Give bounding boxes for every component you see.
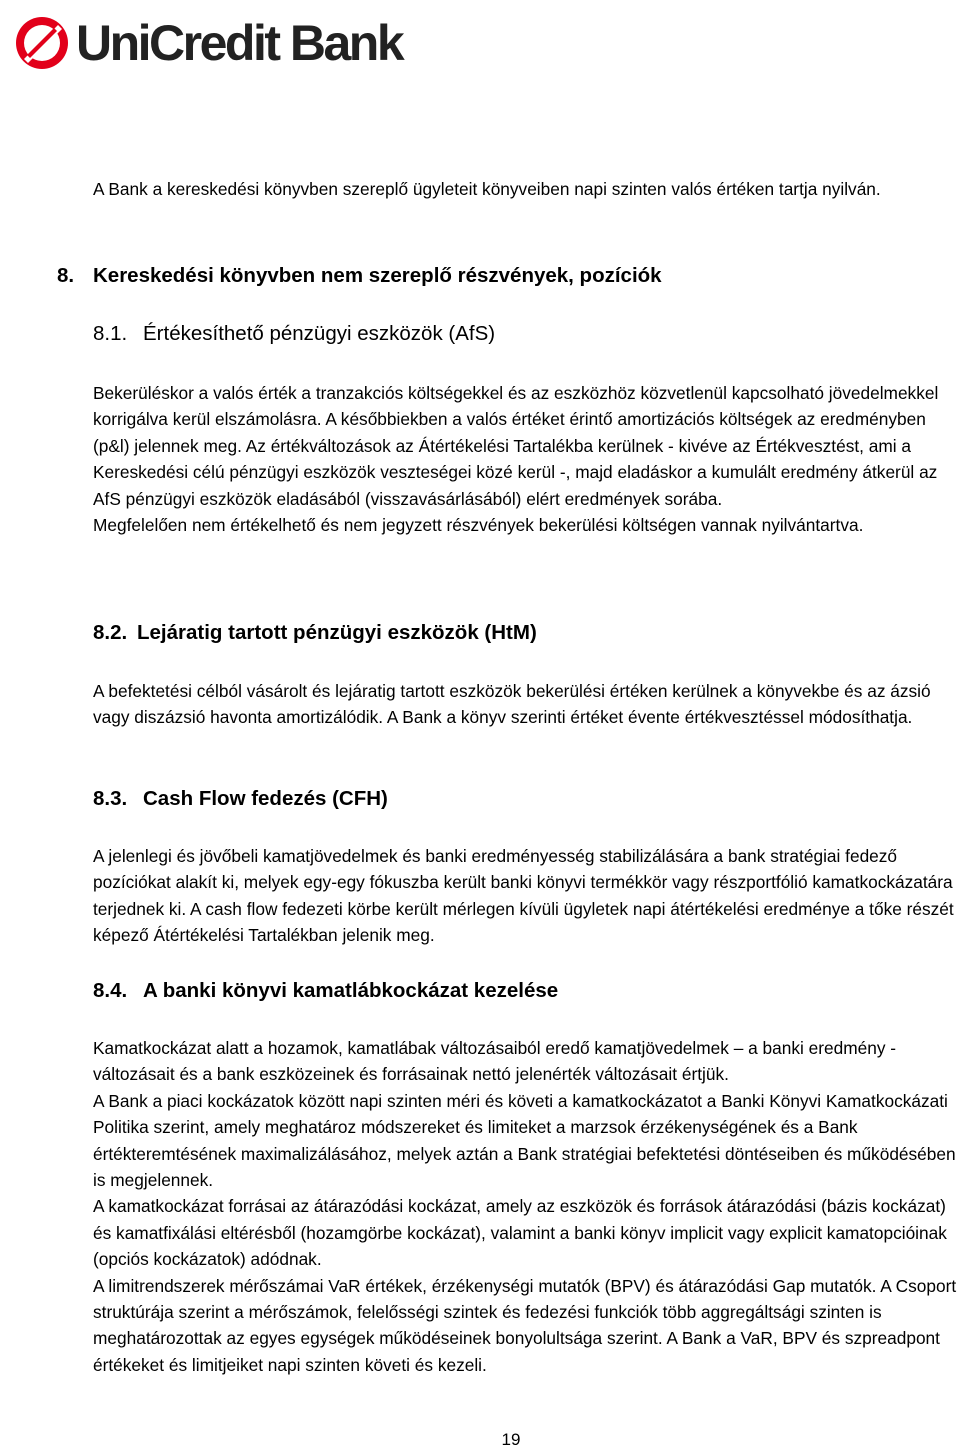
section-8-4-paragraph-2: A Bank a piaci kockázatok között napi szinten méri és követi a kamatkockázatot a Banki Könyvi Kamatkockázati Politika szerint, amely meghatároz módszereket és limiteket a marzsok érzékenységének és a Bank értékteremtésének maximalizálásához, melyek aztán a Bank stratégiai befektetési döntéseiben és működésében is megjelennek. <box>93 1090 956 1191</box>
section-8-heading: 8. Kereskedési könyvben nem szereplő részvények, pozíciók <box>57 264 662 287</box>
section-8-2-heading: 8.2. Lejáratig tartott pénzügyi eszközök (HtM) <box>93 621 537 644</box>
section-8-2-paragraph: A befektetési célból vásárolt és lejáratig tartott eszközök bekerülési értéken kerülnek a könyvekbe és az ázsió vagy diszázsió havonta amortizálódik. A Bank a könyv szerinti értéket évente értékvesztéssel módosíthatja. <box>93 681 931 728</box>
section-8-3-heading: 8.3. Cash Flow fedezés (CFH) <box>93 787 388 810</box>
brand-name: UniCredit Bank <box>76 15 403 71</box>
section-8-1-paragraph-2: Megfelelően nem értékelhető és nem jegyzett részvények bekerülési költségen vannak nyilvántartva. <box>93 515 864 536</box>
section-8-3-paragraph: A jelenlegi és jövőbeli kamatjövedelmek és banki eredményesség stabilizálására a bank stratégiai fedező pozíciókat alakít ki, melyek egy-egy fókuszba került banki könyvi termékkör vagy részportfólió kamatkockázatára terjednek ki. A cash flow fedezeti körbe került mérlegen kívüli ügyletek napi átértékelési eredménye a tőke részét képező Átértékelési Tartalékban jelenik meg. <box>93 846 954 946</box>
section-8-3-body <box>93 843 960 949</box>
section-8-4-paragraph-1: Kamatkockázat alatt a hozamok, kamatlábak változásaiból eredő kamatjövedelmek – a banki eredmény - változásait és a bank eszközeinek és forrásainak nettó jelenérték változásait értjük. <box>93 1038 897 1085</box>
section-8-4-heading: 8.4. A banki könyvi kamatlábkockázat kezelése <box>93 979 559 1002</box>
section-8-4-paragraph-3: A kamatkockázat forrásai az átárazódási kockázat, amely az eszközök és források átárazódási (bázis kockázat) és kamatfixálási eltérésből (hozamgörbe kockázat), valamint a banki könyv implicit vagy explicit kamatopcióinak (opciós kockázatok) adódnak. <box>93 1196 947 1270</box>
section-8-1-heading: 8.1. Értékesíthető pénzügyi eszközök (AfS) <box>93 322 496 345</box>
section-8-1-paragraph-1: Bekerüléskor a valós érték a tranzakciós költségekkel és az eszközhöz közvetlenül kapcsolható jövedelmekkel korrigálva kerül elszámolásra. A későbbiekben a valós értéket érintő amortizációs költségek az eredményben (p&l) jelennek meg. Az értékváltozások az Átértékelési Tartalékba kerülnek - kivéve az Értékvesztést, ami a Kereskedési célú pénzügyi eszközök veszteségei közé kerül -, majd eladáskor a kumulált eredmény átkerül az AfS pénzügyi eszközök eladásából (visszavásárlásából) elért eredmények sorába. <box>93 383 939 509</box>
unicredit-logo <box>14 12 402 74</box>
section-8-1-body <box>93 380 960 538</box>
section-8-4-body <box>93 1035 960 1378</box>
page-number: 19 <box>501 1430 521 1449</box>
unicredit-emblem-icon <box>14 15 70 71</box>
section-8-4-paragraph-4: A limitrendszerek mérőszámai VaR értékek, érzékenységi mutatók (BPV) és átárazódási Gap mutatók. A Csoport struktúrája szerint a mérőszámok, felelősségi szintek és fedezési funkciók több aggregáltsági szinten is meghatározottak az egyes egységek működéseinek bonyolultsága szerint. A Bank a VaR, BPV és szpreadpont értékeket és limitjeiket napi szinten követi és kezeli. <box>93 1275 957 1375</box>
section-8-2-body <box>93 678 960 731</box>
intro-paragraph: A Bank a kereskedési könyvben szereplő ügyleteit könyveiben napi szinten valós értéken tartja nyilván. <box>93 179 881 199</box>
